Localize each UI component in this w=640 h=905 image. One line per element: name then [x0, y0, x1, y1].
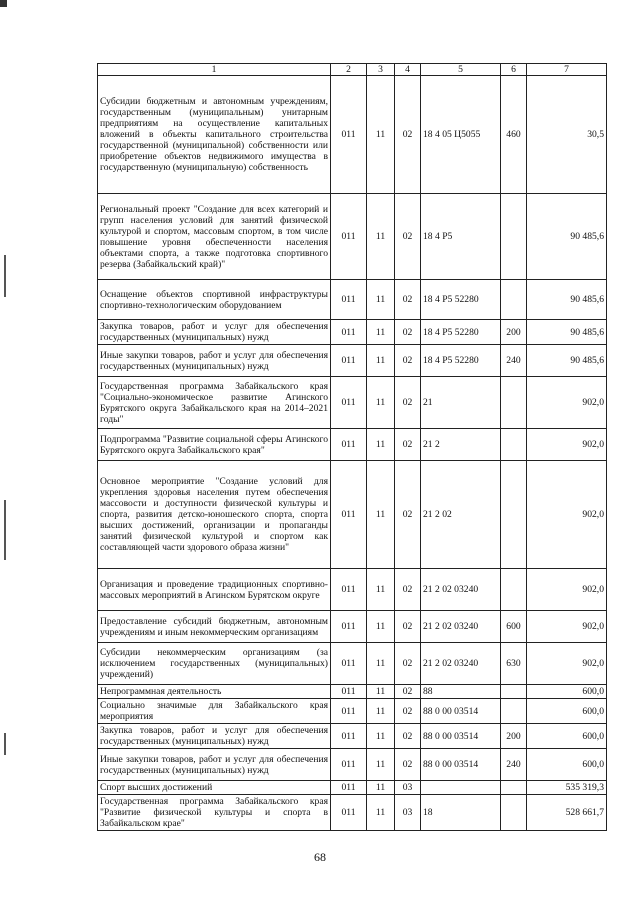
- target-article-cell: 18: [421, 795, 501, 831]
- section-code-cell: 11: [367, 749, 395, 781]
- column-header: 6: [501, 64, 527, 76]
- target-article-cell: 18 4 P5 52280: [421, 345, 501, 377]
- section-code-cell: 11: [367, 795, 395, 831]
- table-row: [98, 749, 607, 781]
- subsection-code-cell: 02: [395, 724, 421, 749]
- target-article-cell: 18 4 P5 52280: [421, 320, 501, 345]
- column-header: 4: [395, 64, 421, 76]
- amount-cell: 600,0: [527, 724, 607, 749]
- admin-code-cell: 011: [331, 194, 367, 280]
- section-code-cell: 11: [367, 194, 395, 280]
- subsection-code-cell: 02: [395, 429, 421, 461]
- table-row: [98, 320, 607, 345]
- row-name-cell: Закупка товаров, работ и услуг для обеспечения государственных (муниципальных) нужд: [98, 320, 331, 345]
- scan-edge-mark: [4, 255, 6, 297]
- table-row: [98, 377, 607, 429]
- section-code-cell: 11: [367, 611, 395, 643]
- target-article-cell: 18 4 P5: [421, 194, 501, 280]
- table-row: [98, 611, 607, 643]
- target-article-cell: 88: [421, 685, 501, 699]
- admin-code-cell: 011: [331, 643, 367, 685]
- row-name-cell: Иные закупки товаров, работ и услуг для обеспечения государственных (муниципальных) нужд: [98, 345, 331, 377]
- subsection-code-cell: 02: [395, 569, 421, 611]
- scan-edge-mark: [4, 733, 6, 755]
- section-code-cell: 11: [367, 76, 395, 194]
- row-name-cell: Государственная программа Забайкальского края "Развитие физической культуры и спорта в Забайкальском крае": [98, 795, 331, 831]
- row-name-cell: Подпрограмма "Развитие социальной сферы Агинского Бурятского округа Забайкальского края": [98, 429, 331, 461]
- table-row: [98, 280, 607, 320]
- table-header-row: [98, 64, 607, 76]
- subsection-code-cell: 02: [395, 76, 421, 194]
- row-name-cell: Субсидии некоммерческим организациям (за исключением государственных (муниципальных) учреждений): [98, 643, 331, 685]
- expense-type-cell: [501, 795, 527, 831]
- amount-cell: 902,0: [527, 461, 607, 569]
- subsection-code-cell: 02: [395, 345, 421, 377]
- expense-type-cell: 240: [501, 345, 527, 377]
- amount-cell: 902,0: [527, 643, 607, 685]
- amount-cell: 528 661,7: [527, 795, 607, 831]
- row-name-cell: Предоставление субсидий бюджетным, автономным учреждениям и иным некоммерческим организациям: [98, 611, 331, 643]
- column-header: 1: [98, 64, 331, 76]
- admin-code-cell: 011: [331, 429, 367, 461]
- admin-code-cell: 011: [331, 699, 367, 724]
- amount-cell: 600,0: [527, 749, 607, 781]
- subsection-code-cell: 02: [395, 749, 421, 781]
- column-header: 5: [421, 64, 501, 76]
- subsection-code-cell: 02: [395, 280, 421, 320]
- subsection-code-cell: 03: [395, 781, 421, 795]
- admin-code-cell: 011: [331, 749, 367, 781]
- subsection-code-cell: 03: [395, 795, 421, 831]
- table-row: [98, 194, 607, 280]
- table-row: [98, 643, 607, 685]
- amount-cell: 90 485,6: [527, 194, 607, 280]
- target-article-cell: 18 4 05 Ц5055: [421, 76, 501, 194]
- section-code-cell: 11: [367, 781, 395, 795]
- table-row: [98, 461, 607, 569]
- section-code-cell: 11: [367, 345, 395, 377]
- table-row: [98, 685, 607, 699]
- subsection-code-cell: 02: [395, 685, 421, 699]
- subsection-code-cell: 02: [395, 194, 421, 280]
- expense-type-cell: [501, 194, 527, 280]
- expense-type-cell: [501, 429, 527, 461]
- expense-type-cell: 630: [501, 643, 527, 685]
- row-name-cell: Субсидии бюджетным и автономным учреждениям, государственным (муниципальным) унитарным предприятиям на осуществление капитальных вложений в объекты капитального строительства государственной (муниципальной) собственности или приобретение объектов недвижимого имущества в государственную (муниципальную) собственность: [98, 76, 331, 194]
- admin-code-cell: 011: [331, 280, 367, 320]
- scan-corner-mark: [0, 0, 7, 7]
- section-code-cell: 11: [367, 377, 395, 429]
- expense-type-cell: [501, 280, 527, 320]
- expense-type-cell: [501, 569, 527, 611]
- target-article-cell: 88 0 00 03514: [421, 699, 501, 724]
- amount-cell: 902,0: [527, 377, 607, 429]
- amount-cell: 902,0: [527, 429, 607, 461]
- target-article-cell: 88 0 00 03514: [421, 749, 501, 781]
- expense-type-cell: 460: [501, 76, 527, 194]
- table-row: [98, 569, 607, 611]
- row-name-cell: Иные закупки товаров, работ и услуг для обеспечения государственных (муниципальных) нужд: [98, 749, 331, 781]
- expense-type-cell: [501, 781, 527, 795]
- row-name-cell: Государственная программа Забайкальского края "Социально-экономическое развитие Агинского Бурятского округа Забайкальского края на 2014–2021 годы": [98, 377, 331, 429]
- admin-code-cell: 011: [331, 345, 367, 377]
- row-name-cell: Социально значимые для Забайкальского края мероприятия: [98, 699, 331, 724]
- expense-type-cell: 200: [501, 320, 527, 345]
- admin-code-cell: 011: [331, 320, 367, 345]
- target-article-cell: [421, 781, 501, 795]
- expense-type-cell: [501, 377, 527, 429]
- column-header: 2: [331, 64, 367, 76]
- row-name-cell: Региональный проект "Создание для всех категорий и групп населения условий для занятий физической культурой и спортом, массовым спортом, в том числе повышение уровня обеспеченности населения объектами спорта, а также подготовка спортивного резерва (Забайкальский край)": [98, 194, 331, 280]
- row-name-cell: Непрограммная деятельность: [98, 685, 331, 699]
- amount-cell: 535 319,3: [527, 781, 607, 795]
- admin-code-cell: 011: [331, 611, 367, 643]
- expense-type-cell: 240: [501, 749, 527, 781]
- expense-type-cell: [501, 685, 527, 699]
- section-code-cell: 11: [367, 685, 395, 699]
- section-code-cell: 11: [367, 724, 395, 749]
- amount-cell: 90 485,6: [527, 345, 607, 377]
- table-row: [98, 795, 607, 831]
- section-code-cell: 11: [367, 320, 395, 345]
- subsection-code-cell: 02: [395, 320, 421, 345]
- target-article-cell: 21 2: [421, 429, 501, 461]
- admin-code-cell: 011: [331, 781, 367, 795]
- section-code-cell: 11: [367, 699, 395, 724]
- amount-cell: 30,5: [527, 76, 607, 194]
- column-header: 3: [367, 64, 395, 76]
- column-header: 7: [527, 64, 607, 76]
- amount-cell: 600,0: [527, 685, 607, 699]
- admin-code-cell: 011: [331, 377, 367, 429]
- page-number: 68: [314, 850, 326, 864]
- subsection-code-cell: 02: [395, 611, 421, 643]
- amount-cell: 600,0: [527, 699, 607, 724]
- table-row: [98, 699, 607, 724]
- budget-table: [97, 63, 607, 831]
- table-row: [98, 429, 607, 461]
- expense-type-cell: [501, 461, 527, 569]
- amount-cell: 90 485,6: [527, 320, 607, 345]
- admin-code-cell: 011: [331, 76, 367, 194]
- target-article-cell: 88 0 00 03514: [421, 724, 501, 749]
- expense-type-cell: 200: [501, 724, 527, 749]
- target-article-cell: 21 2 02 03240: [421, 569, 501, 611]
- admin-code-cell: 011: [331, 724, 367, 749]
- row-name-cell: Организация и проведение традиционных спортивно-массовых мероприятий в Агинском Бурятском округе: [98, 569, 331, 611]
- subsection-code-cell: 02: [395, 699, 421, 724]
- section-code-cell: 11: [367, 280, 395, 320]
- admin-code-cell: 011: [331, 795, 367, 831]
- row-name-cell: Оснащение объектов спортивной инфраструктуры спортивно-технологическим оборудованием: [98, 280, 331, 320]
- subsection-code-cell: 02: [395, 461, 421, 569]
- expense-type-cell: 600: [501, 611, 527, 643]
- target-article-cell: 21: [421, 377, 501, 429]
- admin-code-cell: 011: [331, 461, 367, 569]
- table-row: [98, 345, 607, 377]
- table-row: [98, 76, 607, 194]
- target-article-cell: 21 2 02 03240: [421, 643, 501, 685]
- amount-cell: 902,0: [527, 611, 607, 643]
- admin-code-cell: 011: [331, 685, 367, 699]
- amount-cell: 902,0: [527, 569, 607, 611]
- target-article-cell: 18 4 P5 52280: [421, 280, 501, 320]
- subsection-code-cell: 02: [395, 643, 421, 685]
- section-code-cell: 11: [367, 643, 395, 685]
- table-row: [98, 781, 607, 795]
- row-name-cell: Спорт высших достижений: [98, 781, 331, 795]
- subsection-code-cell: 02: [395, 377, 421, 429]
- section-code-cell: 11: [367, 569, 395, 611]
- row-name-cell: Закупка товаров, работ и услуг для обеспечения государственных (муниципальных) нужд: [98, 724, 331, 749]
- expense-type-cell: [501, 699, 527, 724]
- scan-edge-mark: [4, 500, 6, 560]
- target-article-cell: 21 2 02: [421, 461, 501, 569]
- table-row: [98, 724, 607, 749]
- amount-cell: 90 485,6: [527, 280, 607, 320]
- section-code-cell: 11: [367, 461, 395, 569]
- target-article-cell: 21 2 02 03240: [421, 611, 501, 643]
- admin-code-cell: 011: [331, 569, 367, 611]
- section-code-cell: 11: [367, 429, 395, 461]
- row-name-cell: Основное мероприятие "Создание условий для укрепления здоровья населения путем обеспечения массовости и доступности физической культуры и спорта, развития детско-юношеского спорта, спорта высших достижений, организации и пропаганды занятий физической культурой и спортом как составляющей части здорового образа жизни": [98, 461, 331, 569]
